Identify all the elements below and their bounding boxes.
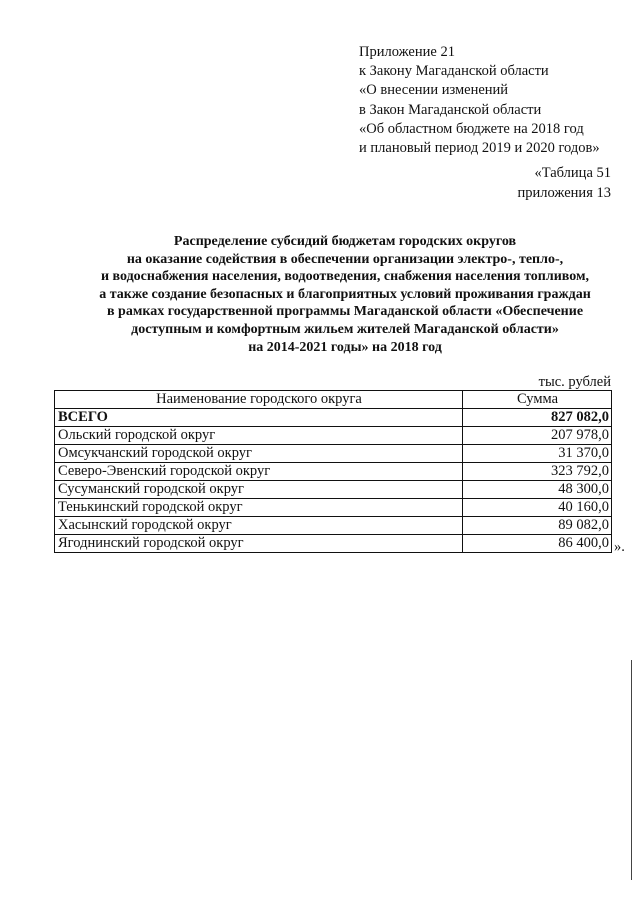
title-line: в рамках государственной программы Магаданской области «Обеспечение: [106, 304, 584, 320]
district-sum: 48 300,0: [463, 481, 612, 499]
district-sum: 40 160,0: [463, 499, 612, 517]
table-row: [55, 517, 612, 535]
district-name: Ольский городской округ: [55, 427, 463, 445]
appendix-line: «О внесении изменений: [359, 82, 509, 99]
title-line: на оказание содействия в обеспечении организации электро-, тепло-,: [126, 251, 564, 267]
table-row: [55, 445, 612, 463]
total-row: [55, 409, 612, 427]
district-name: Тенькинский городской округ: [55, 499, 463, 517]
table-header-row: [55, 391, 612, 409]
table-row: [55, 499, 612, 517]
table-ref-line: приложения 13: [517, 184, 611, 201]
district-name: Сусуманский городской округ: [55, 481, 463, 499]
title-line: а также создание безопасных и благоприятных условий проживания граждан: [99, 286, 591, 302]
title-line: на 2014-2021 годы» на 2018 год: [248, 339, 442, 355]
district-sum: 86 400,0: [463, 535, 612, 553]
district-sum: 207 978,0: [463, 427, 612, 445]
document-title: [40, 233, 640, 356]
table-row: [55, 427, 612, 445]
appendix-line: и плановый период 2019 и 2020 годов»: [359, 140, 600, 157]
district-name: Хасынский городской округ: [55, 517, 463, 535]
closing-quote-mark: ».: [614, 539, 625, 555]
appendix-line: Приложение 21: [359, 44, 455, 60]
title-line: и водоснабжения населения, водоотведения, снабжения населения топливом,: [100, 269, 590, 285]
units-label: тыс. рублей: [538, 374, 611, 390]
appendix-line: к Закону Магаданской области: [359, 63, 549, 80]
scan-edge-line: [631, 660, 632, 880]
table-row: [55, 535, 612, 553]
table-row: [55, 481, 612, 499]
district-sum: 31 370,0: [463, 445, 612, 463]
district-name: Северо-Эвенский городской округ: [55, 463, 463, 481]
header-sum: Сумма: [463, 391, 612, 409]
table-ref-line: «Таблица 51: [534, 165, 611, 181]
appendix-reference: [359, 43, 600, 158]
subsidy-table: [54, 390, 612, 553]
district-name: Омсукчанский городской округ: [55, 445, 463, 463]
title-line: Распределение субсидий бюджетам городских округов: [173, 234, 517, 249]
total-label: ВСЕГО: [55, 409, 463, 427]
total-sum: 827 082,0: [463, 409, 612, 427]
district-sum: 89 082,0: [463, 517, 612, 535]
appendix-line: «Об областном бюджете на 2018 год: [359, 120, 584, 137]
district-name: Ягоднинский городской округ: [55, 535, 463, 553]
district-sum: 323 792,0: [463, 463, 612, 481]
header-name: Наименование городского округа: [55, 391, 463, 409]
title-line: доступным и комфортным жильем жителей Магаданской области»: [131, 321, 559, 337]
table-row: [55, 463, 612, 481]
table-reference: [518, 164, 611, 203]
appendix-line: в Закон Магаданской области: [359, 101, 542, 118]
